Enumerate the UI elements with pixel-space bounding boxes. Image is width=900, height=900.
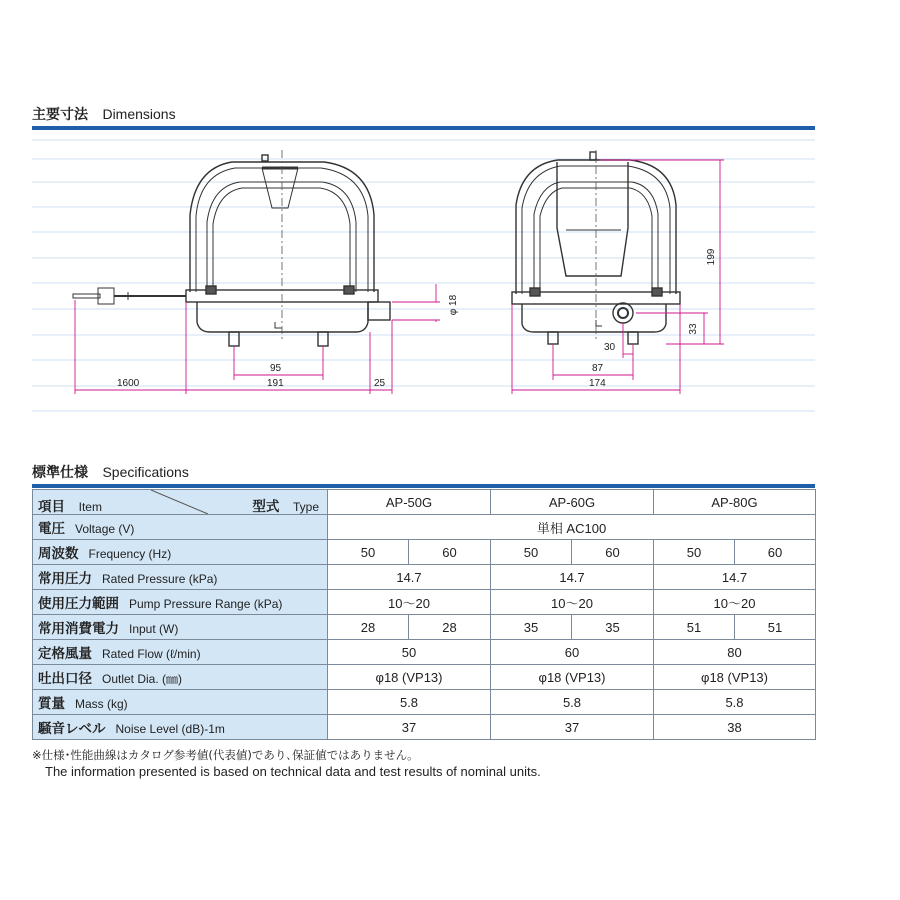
spec-table [32,489,816,740]
dim-depth: 174 [589,378,606,389]
row-label-en: Outlet Dia. (㎜) [102,672,183,686]
table-header-row [33,490,816,515]
row-label [33,515,328,540]
dim-depth-feet: 87 [592,363,604,374]
row-label-jp: 使用圧力範囲 [38,596,119,611]
dim-outlet-dia: φ 18 [448,294,459,316]
row-label-en: Noise Level (dB)-1m [115,722,225,736]
row-label-jp: 質量 [38,696,65,711]
header-item-jp: 項目 [38,499,65,514]
table-cell: 10～20 [654,590,816,615]
header-type-jp: 型式 [252,499,280,514]
table-row-rated-flow [33,640,816,665]
row-label-en: Frequency (Hz) [88,547,172,561]
table-cell: 60 [491,640,654,665]
row-label [33,615,328,640]
table-cell: 14.7 [654,565,816,590]
row-label-jp: 吐出口径 [38,671,92,686]
header-item-en: Item [78,500,102,514]
table-cell: 35 [491,615,572,640]
row-label-jp: 周波数 [38,546,79,561]
table-cell: 51 [735,615,816,640]
row-label-jp: 定格風量 [38,646,92,661]
header-model: AP-50G [328,490,491,515]
table-cell: 37 [491,715,654,740]
header-item-type-cell [33,490,328,515]
table-cell: 38 [654,715,816,740]
table-cell: 14.7 [328,565,491,590]
header-type-en: Type [292,500,319,514]
row-label [33,690,328,715]
row-label-en: Voltage (V) [75,522,135,536]
specifications-title [32,462,189,482]
row-label-en: Mass (kg) [75,697,128,711]
dim-outlet-pos: 30 [604,342,616,353]
table-cell: 10～20 [328,590,491,615]
table-cell: 単相 AC100 [328,515,816,540]
table-cell: 28 [328,615,409,640]
table-cell: 50 [654,540,735,565]
drawing-grid [32,140,815,411]
table-cell: 5.8 [328,690,491,715]
table-row-outlet [33,665,816,690]
specifications-title-en: Specifications [102,464,189,480]
table-cell: 14.7 [491,565,654,590]
row-label-jp: 常用消費電力 [38,621,119,636]
row-label [33,565,328,590]
table-row-voltage [33,515,816,540]
header-model: AP-60G [491,490,654,515]
dimensions-title-jp: 主要寸法 [32,107,88,123]
dim-cord-length: 1600 [117,378,140,389]
row-label-en: Pump Pressure Range (kPa) [129,597,283,611]
dim-foot-spacing: 95 [270,363,282,374]
table-cell: 37 [328,715,491,740]
table-cell: φ18 (VP13) [654,665,816,690]
table-row-input [33,615,816,640]
table-cell: 28 [409,615,491,640]
row-label [33,640,328,665]
table-cell: φ18 (VP13) [491,665,654,690]
specifications-rule [32,484,815,488]
table-cell: 60 [409,540,491,565]
table-cell: 50 [328,540,409,565]
specifications-title-jp: 標準仕様 [32,465,88,481]
row-label-en: Rated Flow (ℓ/min) [102,647,201,661]
table-cell: 10～20 [491,590,654,615]
table-row-rated-pressure [33,565,816,590]
row-label-jp: 騒音レベル [38,721,106,736]
pump-front-view [73,155,390,346]
row-label [33,665,328,690]
side-dimension-lines [512,160,724,394]
table-row-mass [33,690,816,715]
dim-outlet-height: 33 [688,323,699,335]
row-label-en: Rated Pressure (kPa) [102,572,218,586]
row-label [33,715,328,740]
row-label [33,590,328,615]
table-cell: 50 [491,540,572,565]
row-label [33,540,328,565]
dim-width: 191 [267,378,284,389]
note-en: The information presented is based on technical data and test results of nominal units. [45,764,541,779]
table-row-pressure-range [33,590,816,615]
table-row-frequency [33,540,816,565]
row-label-jp: 電圧 [38,521,65,536]
table-cell: 5.8 [654,690,816,715]
table-cell: 51 [654,615,735,640]
table-cell: 35 [572,615,654,640]
header-model: AP-80G [654,490,816,515]
table-row-noise [33,715,816,740]
table-cell: 60 [735,540,816,565]
table-cell: 5.8 [491,690,654,715]
table-cell: 60 [572,540,654,565]
table-cell: φ18 (VP13) [328,665,491,690]
table-cell: 50 [328,640,491,665]
dim-outlet-offset: 25 [374,378,386,389]
note-jp: ※仕様･性能曲線はカタログ参考値(代表値)であり､保証値ではありません｡ [32,748,413,762]
table-cell: 80 [654,640,816,665]
dim-height: 199 [706,248,717,266]
row-label-jp: 常用圧力 [38,571,92,586]
dimensions-title-en: Dimensions [102,106,176,122]
row-label-en: Input (W) [129,622,179,636]
